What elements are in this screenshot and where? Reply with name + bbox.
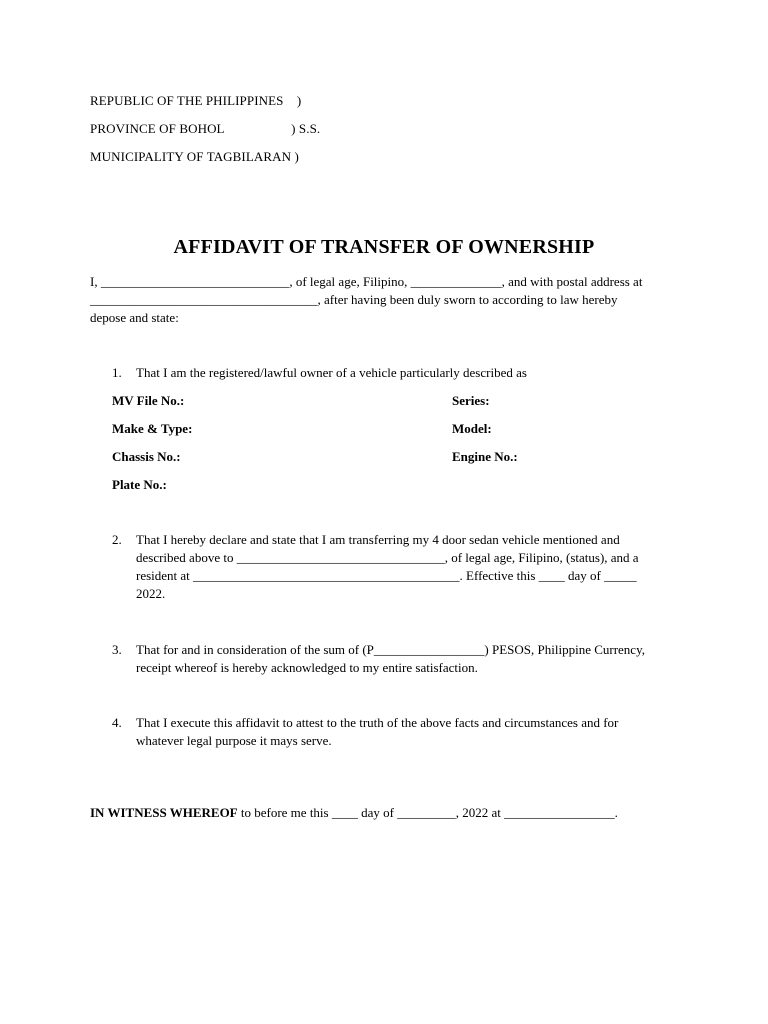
chassis-no-label: Chassis No.: (112, 449, 181, 464)
item-line: described above to ________________________________, of legal age, Filipino, (status), and a (136, 550, 639, 565)
series-label: Series: (452, 393, 490, 408)
item-body (136, 531, 682, 603)
witness-clause (90, 804, 618, 822)
document-title: AFFIDAVIT OF TRANSFER OF OWNERSHIP (173, 236, 595, 258)
item-number: 3. (112, 642, 122, 657)
intro-paragraph (90, 273, 680, 327)
model-label: Model: (452, 421, 492, 436)
make-type-label: Make & Type: (112, 421, 193, 436)
intro-line-1: I, _____________________________, of legal age, Filipino, ______________, and with postal address at (90, 274, 643, 289)
plate-no-label: Plate No.: (112, 477, 167, 492)
item-body (136, 714, 682, 750)
item-body (136, 641, 682, 677)
item-line: That I am the registered/lawful owner of a vehicle particularly described as (136, 365, 527, 380)
venue-province-line: PROVINCE OF BOHOL ) S.S. (90, 121, 321, 136)
item-line: That I hereby declare and state that I am transferring my 4 door sedan vehicle mentioned and (136, 532, 620, 547)
intro-line-3: depose and state: (90, 310, 179, 325)
item-line: resident at _________________________________________. Effective this ____ day of _____ (136, 568, 637, 583)
item-body (136, 364, 682, 382)
item-number: 1. (112, 365, 122, 380)
venue-municipality-line: MUNICIPALITY OF TAGBILARAN ) (90, 149, 299, 164)
item-line: That for and in consideration of the sum of (P_________________) PESOS, Philippine Currency, (136, 642, 645, 657)
witness-lead: IN WITNESS WHEREOF (90, 805, 238, 820)
item-line: 2022. (136, 586, 166, 601)
mv-file-no-label: MV File No.: (112, 393, 185, 408)
witness-text: to before me this ____ day of _________, 2022 at _________________. (237, 805, 618, 820)
item-line: That I execute this affidavit to attest to the truth of the above facts and circumstances and for (136, 715, 619, 730)
item-line: receipt whereof is hereby acknowledged to my entire satisfaction. (136, 660, 478, 675)
venue-republic-line: REPUBLIC OF THE PHILIPPINES ) (90, 93, 302, 108)
item-number: 2. (112, 532, 122, 547)
item-line: whatever legal purpose it mays serve. (136, 733, 332, 748)
engine-no-label: Engine No.: (452, 449, 518, 464)
intro-line-2: ___________________________________, after having been duly sworn to according to law hereby (90, 292, 618, 307)
item-number: 4. (112, 715, 122, 730)
